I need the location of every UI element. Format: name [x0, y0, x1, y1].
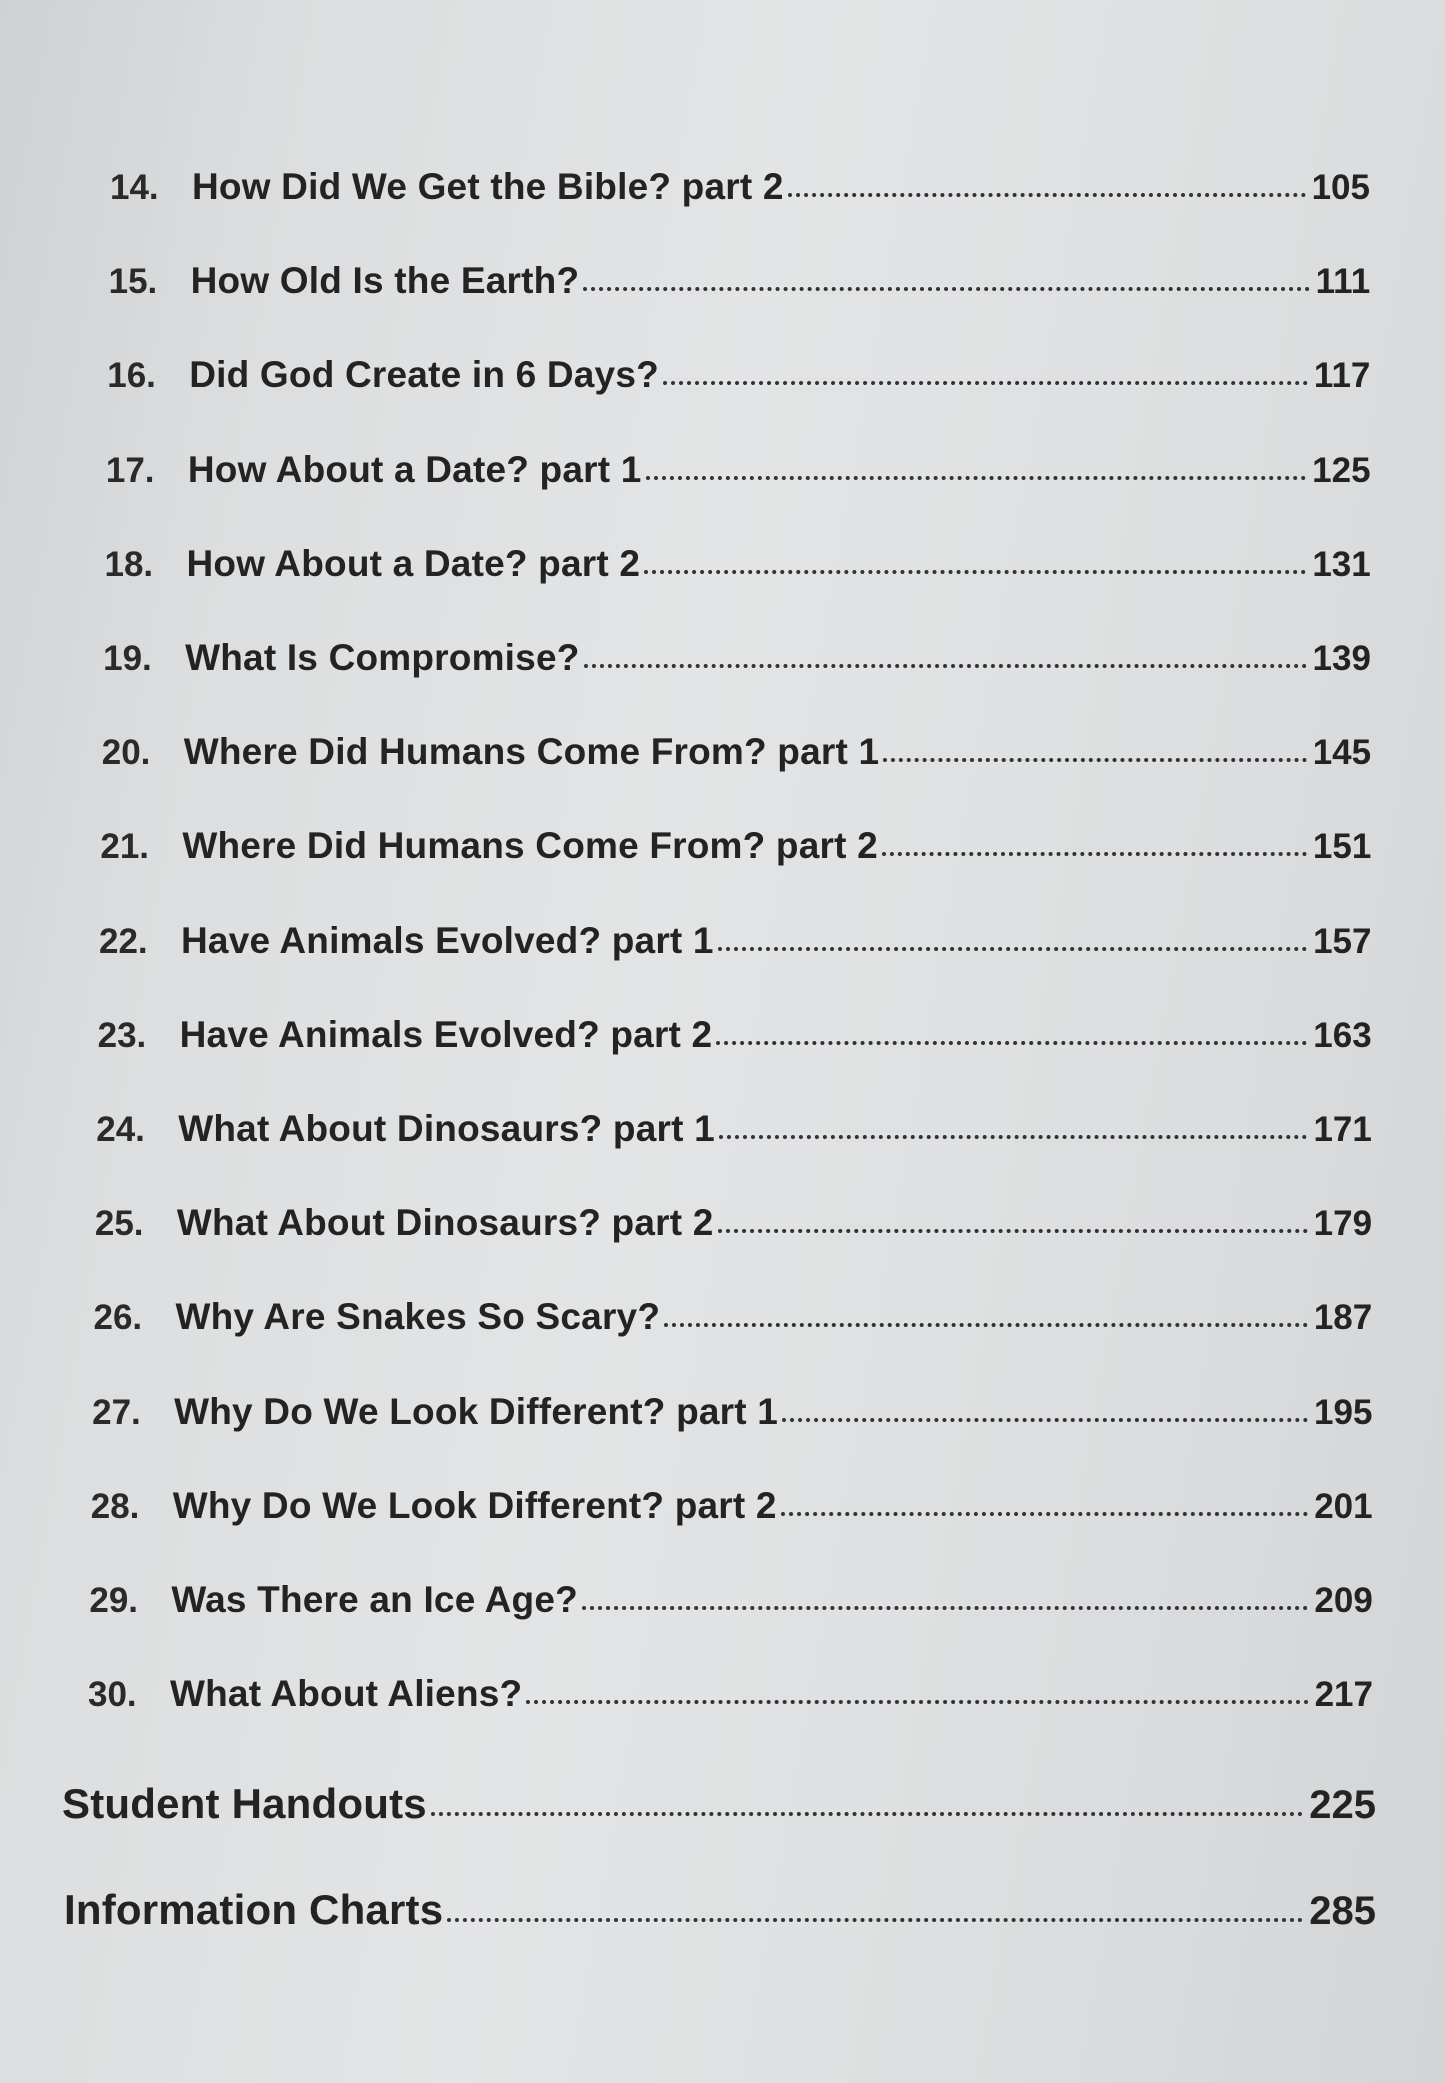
chapter-title: Was There an Ice Age?: [171, 1579, 578, 1620]
dot-leader: [719, 1135, 1308, 1139]
section-title: Information Charts: [64, 1886, 444, 1933]
toc-entry[interactable]: [89, 1579, 1372, 1621]
chapter-number: 15.: [108, 262, 158, 302]
chapter-title: Have Animals Evolved? part 2: [179, 1013, 713, 1055]
page-number: 139: [1312, 639, 1371, 678]
dot-leader: [882, 852, 1307, 856]
toc-section-entry[interactable]: [62, 1780, 1376, 1828]
page-number: 171: [1313, 1110, 1372, 1149]
dot-leader: [788, 193, 1306, 197]
chapter-number: 24.: [96, 1110, 145, 1149]
chapter-number: 21.: [100, 827, 150, 867]
chapter-title: How Did We Get the Bible? part 2: [192, 166, 784, 207]
chapter-title: Where Did Humans Come From? part 1: [183, 731, 880, 773]
page-number: 225: [1309, 1783, 1376, 1827]
chapter-number: 22.: [99, 921, 148, 961]
chapter-title: Why Do We Look Different? part 2: [172, 1484, 777, 1526]
chapter-number: 30.: [88, 1675, 137, 1715]
toc-entry[interactable]: [92, 1391, 1372, 1433]
chapter-title: What About Aliens?: [170, 1673, 523, 1715]
chapter-number: 20.: [101, 733, 151, 773]
page-number: 163: [1313, 1015, 1372, 1055]
page-number: 285: [1309, 1889, 1376, 1933]
chapter-title: How About a Date? part 1: [187, 448, 642, 490]
toc-entry[interactable]: [107, 354, 1370, 396]
page-number: 179: [1313, 1204, 1373, 1244]
page-number: 105: [1311, 168, 1370, 207]
dot-leader: [664, 1323, 1308, 1327]
dot-leader: [431, 1812, 1303, 1816]
page-number: 157: [1313, 921, 1372, 961]
dot-leader: [883, 758, 1306, 762]
chapter-number: 25.: [94, 1204, 144, 1244]
dot-leader: [583, 287, 1309, 291]
chapter-title: What About Dinosaurs? part 2: [176, 1202, 714, 1244]
toc-entry[interactable]: [100, 825, 1371, 867]
section-title: Student Handouts: [62, 1780, 427, 1827]
chapter-title: How Old Is the Earth?: [190, 260, 580, 302]
dot-leader: [716, 1041, 1307, 1045]
toc-entry[interactable]: [106, 449, 1371, 491]
chapter-number: 28.: [90, 1486, 140, 1526]
chapter-number: 27.: [92, 1392, 141, 1432]
page-number: 125: [1312, 450, 1371, 490]
chapter-title: Why Do We Look Different? part 1: [174, 1390, 779, 1432]
toc-entry[interactable]: [99, 920, 1372, 962]
dot-leader: [718, 1229, 1308, 1233]
toc-section-entry[interactable]: [64, 1886, 1376, 1934]
page-number: 131: [1312, 544, 1371, 584]
page-number: 111: [1315, 262, 1371, 302]
dot-leader: [718, 947, 1307, 951]
page-number: 145: [1312, 733, 1372, 773]
toc-entry[interactable]: [96, 1108, 1372, 1150]
chapter-title: How About a Date? part 2: [186, 542, 641, 584]
chapter-number: 14.: [110, 168, 159, 207]
chapter-title: Have Animals Evolved? part 1: [181, 919, 714, 961]
chapter-title: Why Are Snakes So Scary?: [175, 1296, 661, 1338]
page-number: 209: [1314, 1581, 1373, 1620]
toc-entry[interactable]: [102, 731, 1371, 773]
dot-leader: [781, 1512, 1309, 1516]
chapter-title: Did God Create in 6 Days?: [189, 354, 659, 396]
chapter-number: 26.: [93, 1298, 143, 1338]
page-number: 217: [1314, 1675, 1373, 1715]
chapter-number: 16.: [107, 356, 156, 396]
chapter-number: 23.: [97, 1015, 147, 1055]
page-number: 187: [1313, 1298, 1373, 1338]
page-number: 201: [1314, 1486, 1373, 1526]
chapter-number: 17.: [105, 450, 155, 490]
toc-entry[interactable]: [94, 1296, 1373, 1338]
dot-leader: [584, 664, 1307, 668]
chapter-title: What About Dinosaurs? part 1: [178, 1108, 715, 1149]
dot-leader: [526, 1700, 1308, 1704]
dot-leader: [646, 476, 1307, 480]
toc-entry[interactable]: [91, 1485, 1373, 1527]
page-number: 117: [1313, 356, 1371, 396]
toc-entry[interactable]: [109, 260, 1371, 302]
chapter-number: 29.: [89, 1581, 139, 1620]
dot-leader: [447, 1918, 1303, 1922]
dot-leader: [644, 570, 1306, 574]
dot-leader: [782, 1418, 1308, 1422]
toc-entry[interactable]: [103, 637, 1371, 679]
dot-leader: [663, 381, 1308, 385]
chapter-title: Where Did Humans Come From? part 2: [182, 825, 878, 867]
toc-entry[interactable]: [110, 166, 1370, 208]
chapter-number: 19.: [103, 639, 152, 678]
page-number: 151: [1312, 827, 1372, 867]
page-number: 195: [1314, 1392, 1373, 1432]
toc-entry[interactable]: [98, 1014, 1372, 1056]
dot-leader: [582, 1606, 1309, 1610]
toc-entry[interactable]: [95, 1202, 1372, 1244]
toc-entry[interactable]: [88, 1673, 1373, 1715]
chapter-number: 18.: [104, 544, 154, 584]
chapter-title: What Is Compromise?: [185, 637, 580, 678]
toc-entry[interactable]: [105, 543, 1371, 585]
